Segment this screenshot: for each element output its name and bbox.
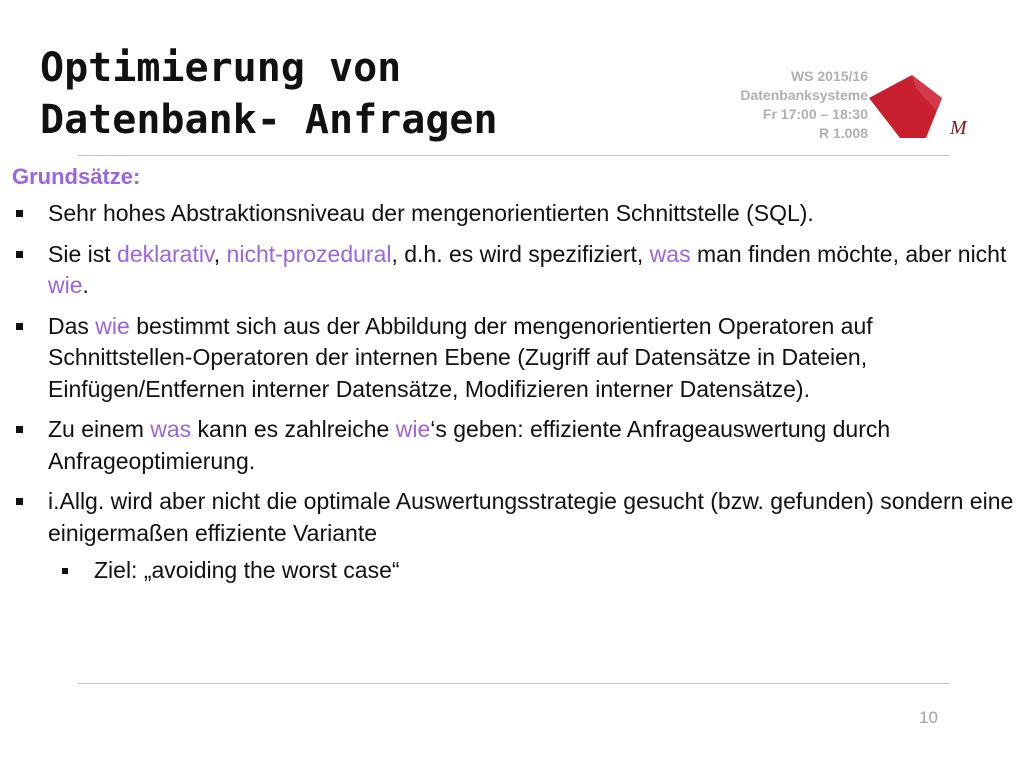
keyword-was: was: [649, 240, 691, 267]
sub-bullet-text: Ziel: „avoiding the worst case“: [94, 557, 400, 583]
square-bullet-icon: [16, 426, 23, 433]
bullet-text: kann es zahlreiche: [191, 416, 396, 442]
keyword-deklarativ: deklarativ: [117, 240, 214, 267]
keyword-wie: wie: [95, 312, 130, 339]
bullet-text: Sie ist: [48, 240, 118, 267]
keyword-was: was: [150, 416, 192, 442]
bullet-text: .: [82, 272, 89, 298]
university-logo: [864, 70, 974, 140]
bullet-text: ‘s geben: effiziente Anfrageauswertung durch Anfrageoptimierung.: [48, 416, 891, 474]
bullet-text: man finden möchte, aber nicht: [690, 240, 1007, 267]
sub-bullet-item-1: [48, 555, 1014, 587]
bullet-item-4: [12, 414, 1014, 477]
keyword-wie: wie: [395, 416, 431, 442]
footer-divider: [78, 683, 950, 684]
sub-bullet-list: [48, 555, 1014, 587]
logo-letter: M: [950, 117, 967, 139]
bullet-text: , d.h. es wird spezifiziert,: [391, 240, 650, 267]
section-subheading: Grundsätze:: [12, 164, 141, 189]
bullet-text: i.Allg. wird aber nicht die optimale Auswertungsstrategie gesucht (bzw. gefunden) sondern eine einigermaßen effiziente Variante: [48, 488, 1014, 546]
bullet-text: Das: [48, 312, 96, 339]
course-time: Fr 17:00 – 18:30: [762, 106, 868, 122]
course-name: Datenbanksysteme: [740, 87, 868, 103]
square-bullet-icon: [16, 323, 23, 330]
slide-title: [40, 42, 680, 146]
header-divider: [78, 155, 950, 156]
bullet-item-2: [12, 239, 1014, 302]
logo-red-shape: [869, 75, 942, 138]
slide-title-line-1: Optimierung von: [40, 45, 402, 91]
bullet-text: Zu einem: [48, 416, 151, 442]
slide-content: [12, 198, 1014, 596]
square-bullet-icon: [16, 251, 23, 258]
bullet-item-1: [12, 198, 1014, 230]
course-semester: WS 2015/16: [790, 68, 868, 84]
course-room: R 1.008: [818, 125, 868, 141]
bullet-text: Sehr hohes Abstraktionsniveau der mengenorientierten Schnittstelle (SQL).: [48, 200, 814, 226]
square-bullet-icon: [16, 498, 23, 505]
bullet-text: ,: [213, 240, 227, 267]
bullet-text: bestimmt sich aus der Abbildung der mengenorientierten Operatoren auf Schnittstellen-Operatoren der internen Ebene (Zugriff auf Datensätze in Dateien, Einfügen/Entfernen interner Datensätze, Modifizieren interner Datensätze).: [48, 312, 873, 402]
course-info: [740, 67, 868, 143]
keyword-nicht-prozedural: nicht-prozedural: [226, 240, 392, 267]
keyword-wie: wie: [48, 272, 83, 298]
slide-title-line-2: Datenbank- Anfragen: [40, 97, 498, 143]
bullet-item-3: [12, 311, 1014, 406]
square-bullet-icon: [16, 210, 23, 217]
square-bullet-icon: [62, 568, 68, 574]
page-number: 10: [919, 708, 938, 727]
bullet-item-5: [12, 486, 1014, 587]
bullet-list: [12, 198, 1014, 587]
